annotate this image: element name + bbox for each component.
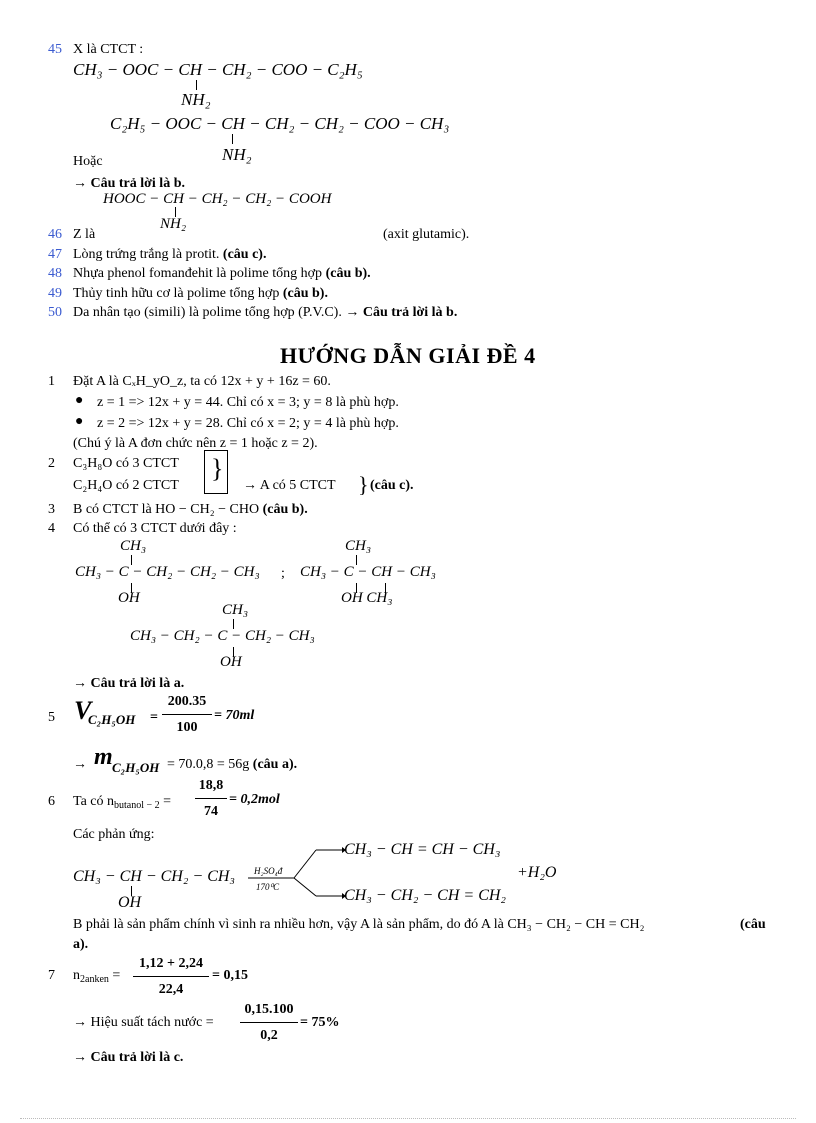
s6-numerator: 18,8 — [198, 778, 224, 793]
q50-line — [73, 305, 457, 321]
bullet-icon: ● — [75, 393, 84, 408]
bond-line — [232, 134, 233, 144]
q45-formula-1: CH₃ − OOC − CH − CH₂ − COO − C₂H₅ — [73, 60, 363, 79]
s2-number: 2 — [48, 456, 55, 471]
s6-pre: Ta có n — [73, 794, 115, 809]
s6-number: 6 — [48, 794, 55, 809]
s6-pre-sub: butanol − 2 — [114, 800, 160, 811]
q50-number: 50 — [48, 305, 62, 320]
s2-result: → A có 5 CTCT — [243, 478, 336, 493]
s3-text: B có CTCT là HO − CH₂ − CHO — [73, 502, 260, 517]
s7-pre-line: $n_{2anken}$ = — [73, 968, 121, 985]
q46-formula-sub: NH₂ — [160, 216, 187, 232]
q49-number: 49 — [48, 286, 62, 301]
s2-brace-box — [204, 450, 228, 494]
s7-pre: n — [73, 968, 80, 983]
s1-bullet2: z = 2 => 12x + y = 28. Chỉ có x = 2; y = 4 là phù hợp. — [97, 416, 399, 431]
s6-explanation-end: a). — [73, 937, 89, 952]
s7-yield-label: → Hiệu suất tách nước = — [73, 1015, 214, 1030]
s4-f2-bot: OH CH₃ — [341, 590, 393, 606]
s7-yield-result: = 75% — [300, 1015, 340, 1030]
s5-m-label: m — [94, 744, 113, 770]
s6-water: +H₂O — [517, 864, 557, 881]
q45-formula-2: C₂H₅ − OOC − CH − CH₂ − CH₂ − COO − CH₃ — [110, 114, 450, 133]
s6-result: = 0,2mol — [229, 792, 280, 807]
q45-hoac: Hoặc — [73, 154, 103, 169]
s5-equals: = — [150, 710, 158, 725]
section-heading: HƯỚNG DẪN GIẢI ĐỀ 4 — [280, 343, 536, 368]
s3-line — [73, 502, 308, 518]
brace-icon: } — [211, 454, 224, 483]
s6-condition-top: H₂SO₄đ — [254, 866, 283, 876]
s1-number: 1 — [48, 374, 55, 389]
q50-text: Da nhân tạo (simili) là polime tổng hợp (P.V.C). → — [73, 305, 360, 320]
q45-number: 45 — [48, 42, 62, 57]
q47-line — [73, 247, 266, 263]
s5-m-rest: = 70.0,8 = 56g — [167, 757, 250, 772]
q48-number: 48 — [48, 266, 62, 281]
fraction-line — [133, 976, 209, 977]
s6-denominator: 74 — [204, 804, 218, 819]
s4-f1-bot: OH — [118, 590, 140, 606]
s4-f3: CH₃ − CH₂ − C − CH₂ − CH₃ — [130, 628, 315, 644]
q47-number: 47 — [48, 247, 62, 262]
q50-answer: Câu trả lời là b. — [362, 305, 458, 320]
s6-reactions-label: Các phản ứng: — [73, 827, 155, 842]
s6-product-1: CH₃ − CH = CH − CH₃ — [344, 841, 501, 858]
q46-label: Z là — [73, 227, 96, 242]
s7-number: 7 — [48, 968, 55, 983]
s1-note: (Chú ý là A đơn chức nên z = 1 hoặc z = 2). — [73, 436, 318, 451]
s5-arrow: → — [73, 757, 87, 772]
bullet-icon: ● — [75, 414, 84, 429]
reaction-arrows — [246, 840, 346, 900]
s5-m-sub: C₂H₅OH — [112, 760, 160, 775]
q48-line — [73, 266, 371, 282]
q45-formula-2-sub: NH₂ — [222, 145, 252, 164]
s6-product-2: CH₃ − CH₂ − CH = CH₂ — [344, 887, 506, 904]
s6-pre-line — [73, 794, 171, 811]
s5-denominator: 100 — [176, 720, 198, 735]
s5-v-sub: C₂H₅OH — [88, 712, 136, 727]
s4-number: 4 — [48, 521, 55, 536]
s5-numerator: 200.35 — [167, 694, 207, 709]
s6-eq: = — [159, 794, 172, 809]
q45-answer: → Câu trả lời là b. — [73, 176, 185, 191]
s2-answer: (câu c). — [370, 478, 414, 493]
s1-line1: Đặt A là CₓH_yO_z, ta có 12x + y + 16z = 60. — [73, 374, 331, 389]
s4-f2-top: CH₃ — [345, 538, 372, 554]
s5-v-label: V — [74, 696, 92, 725]
brace-icon: } — [358, 472, 369, 497]
s7-result: = 0,15 — [212, 968, 248, 983]
s6-explanation: B phải là sản phẩm chính vì sinh ra nhiều hơn, vậy A là sản phẩm, do đó A là CH₃ − CH₂ − CH = CH₂ — [73, 917, 645, 932]
s4-answer: → Câu trả lời là a. — [73, 676, 185, 691]
s1-bullet1: z = 1 => 12x + y = 44. Chỉ có x = 3; y = 8 là phù hợp. — [97, 395, 399, 410]
q48-text: Nhựa phenol fomanđehit là polime tổng hợp — [73, 266, 323, 281]
s5-m-answer: (câu a). — [252, 757, 298, 772]
s7-numerator: 1,12 + 2,24 — [139, 956, 203, 971]
s5-result: = 70ml — [214, 708, 255, 723]
s4-separator: ; — [281, 566, 285, 581]
s7-yield-denominator: 0,2 — [260, 1028, 278, 1043]
s4-f3-top: CH₃ — [222, 602, 249, 618]
s3-answer: (câu b). — [262, 502, 308, 517]
s7-answer: → Câu trả lời là c. — [73, 1050, 184, 1065]
s4-intro: Có thể có 3 CTCT dưới đây : — [73, 521, 237, 536]
q47-answer: (câu c). — [222, 247, 267, 262]
fraction-line — [195, 798, 227, 799]
q46-formula: HOOC − CH − CH₂ − CH₂ − COOH — [103, 191, 332, 207]
s4-f1-top: CH₃ — [120, 538, 147, 554]
s5-m-line — [167, 757, 297, 773]
fraction-line — [240, 1022, 298, 1023]
s4-f1: CH₃ − C − CH₂ − CH₂ − CH₃ — [75, 564, 260, 580]
q48-answer: (câu b). — [325, 266, 371, 281]
s6-explanation-answer: (câu — [740, 917, 766, 932]
s6-condition-bottom: 170⁰C — [256, 882, 280, 892]
s6-reactant: CH₃ − CH − CH₂ − CH₃ — [73, 868, 235, 885]
s3-number: 3 — [48, 502, 55, 517]
q49-text: Thủy tinh hữu cơ là polime tổng hợp — [73, 286, 280, 301]
s5-number: 5 — [48, 710, 55, 725]
bond-line — [196, 80, 197, 90]
page-bottom-divider — [20, 1118, 796, 1119]
s7-pre-sub: 2anken — [80, 974, 109, 985]
q46-number: 46 — [48, 227, 62, 242]
s7-denominator: 22,4 — [158, 982, 184, 997]
s6-reactant-sub: OH — [118, 894, 142, 911]
q46-name: (axit glutamic). — [383, 227, 470, 242]
q49-line — [73, 286, 328, 302]
s2-line2: C₂H₄O có 2 CTCT — [73, 478, 179, 493]
s4-f3-bot: OH — [220, 654, 242, 670]
q49-answer: (câu b). — [282, 286, 328, 301]
fraction-line — [162, 714, 212, 715]
q45-formula-1-sub: NH₂ — [181, 90, 211, 109]
s4-f2: CH₃ − C − CH − CH₃ — [300, 564, 436, 580]
q47-text: Lòng trứng trắng là protit. — [73, 247, 220, 262]
q45-intro: X là CTCT : — [73, 42, 144, 57]
s7-yield-numerator: 0,15.100 — [244, 1002, 294, 1017]
s2-line1: C₃H₈O có 3 CTCT — [73, 456, 179, 471]
